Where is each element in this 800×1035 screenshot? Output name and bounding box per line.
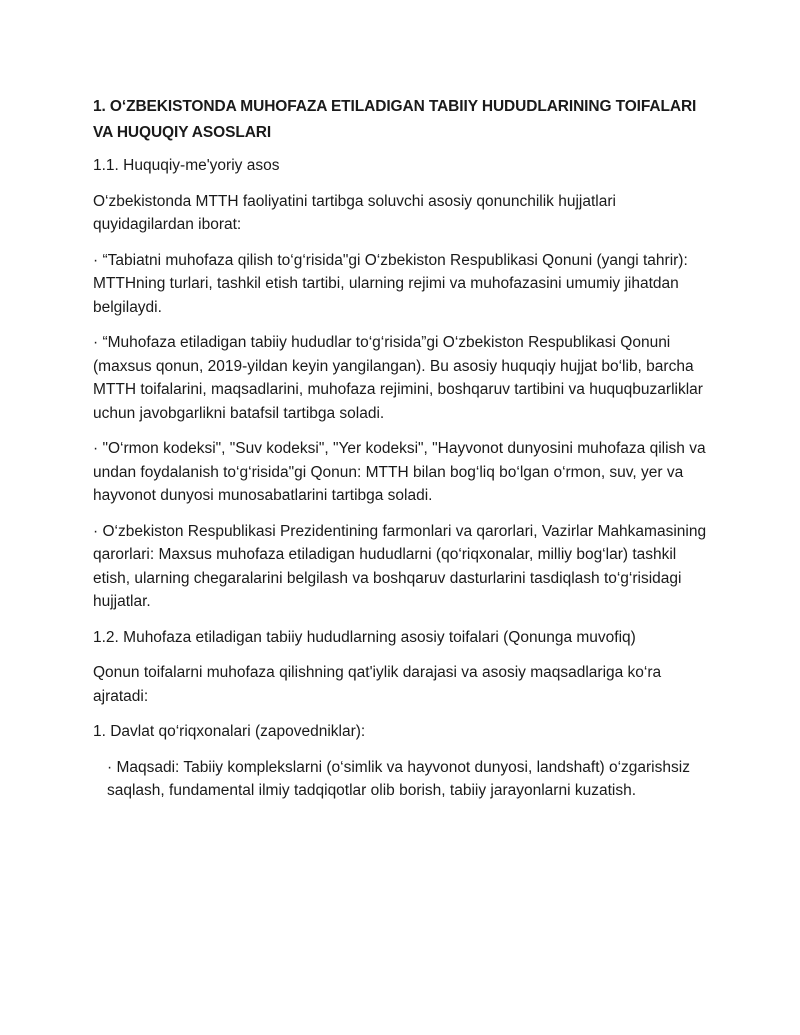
section-1-1-title: 1.1. Huquqiy-me'yoriy asos bbox=[93, 157, 280, 174]
bullet-nature-protection-law: · “Tabiatni muhofaza qilish to‘g‘risida"gi O‘zbekiston Respublikasi Qonuni (yangi tahrir): MTTHning turlari, tashkil etish tartibi, ularning rejimi va muhofazasini umumiy jihatdan belgilaydi. bbox=[93, 251, 688, 316]
bullet-protected-areas-law: · “Muhofaza etiladigan tabiiy hududlar to‘g‘risida”gi O‘zbekiston Respublikasi Qonuni (maxsus qonun, 2019-yildan keyin yangilangan). Bu asosiy huquqiy hujjat bo‘lib, barcha MTTH toifalarini, maqsadlarini, muhofaza rejimini, boshqaruv tartibini va huquqbuzarliklar uchun javobgarlikni batafsil tartibga soladi. bbox=[93, 334, 703, 422]
document-page bbox=[93, 94, 713, 815]
bullet-presidential-decrees: · O‘zbekiston Respublikasi Prezidentining farmonlari va qarorlari, Vazirlar Mahkamasining qarorlari: Maxsus muhofaza etiladigan hududlarni (qo‘riqxonalar, milliy bog‘lar) tashkil etish, ularning chegaralarini belgilash va boshqaruv dasturlarini tasdiqlash to‘g‘risidagi hujjatlar. bbox=[93, 522, 707, 610]
document-heading: 1. O‘ZBEKISTONDA MUHOFAZA ETILADIGAN TABIIY HUDUDLARINING TOIFALARI VA HUQUQIY ASOSLARI bbox=[93, 98, 697, 141]
category-1-goal: · Maqsadi: Tabiiy komplekslarni (o‘simlik va hayvonot dunyosi, landshaft) o‘zgarishsiz saqlash, fundamental ilmiy tadqiqotlar olib borish, tabiiy jarayonlarni kuzatish. bbox=[107, 758, 690, 799]
intro-paragraph: O‘zbekistonda MTTH faoliyatini tartibga soluvchi asosiy qonunchilik hujjatlari quyidagilardan iborat: bbox=[93, 192, 616, 233]
categories-intro: Qonun toifalarni muhofaza qilishning qat'iylik darajasi va asosiy maqsadlariga ko‘ra ajratadi: bbox=[93, 664, 662, 705]
bullet-codes: · "O‘rmon kodeksi", "Suv kodeksi", "Yer kodeksi", "Hayvonot dunyosini muhofaza qilish va undan foydalanish to‘g‘risida"gi Qonun: MTTH bilan bog‘liq bo‘lgan o‘rmon, suv, yer va hayvonot dunyosi munosabatlarini tartibga soladi. bbox=[93, 440, 706, 504]
section-1-2-title: 1.2. Muhofaza etiladigan tabiiy hududlarning asosiy toifalari (Qonunga muvofiq) bbox=[93, 628, 636, 646]
category-1-title: 1. Davlat qo‘riqxonalari (zapovedniklar): bbox=[93, 723, 366, 740]
